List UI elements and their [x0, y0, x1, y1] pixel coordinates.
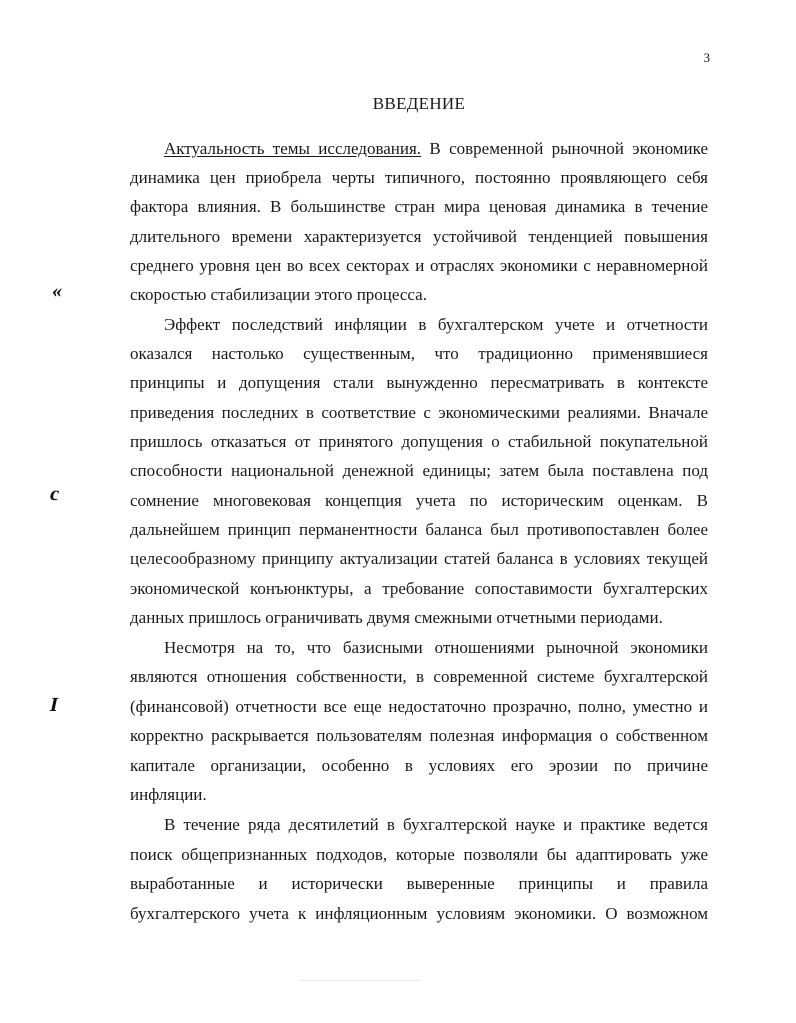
text-line: Несмотря на то, что базисными отношениями рыночной экономики — [164, 638, 708, 657]
text-line: сомнение многовековая концепция учета по историческим оценкам. В — [130, 491, 708, 510]
text-line: Эффект последствий инфляции в бухгалтерском учете и отчетности — [164, 315, 708, 334]
text-line: В течение ряда десятилетий в бухгалтерской науке и практике ведется — [164, 815, 708, 834]
text-line: являются отношения собственности, в современной системе бухгалтерской — [130, 667, 708, 686]
topic-relevance-label: Актуальность темы исследования. — [164, 139, 422, 158]
text-line: экономической конъюнктуры, а требование сопоставимости бухгалтерских — [130, 579, 708, 598]
margin-scan-mark: I — [47, 694, 61, 716]
text-line — [130, 139, 708, 159]
text-line: фактора влияния. В большинстве стран мира ценовая динамика в течение — [130, 197, 708, 216]
text-line: капитале организации, особенно в условиях его эрозии по причине — [130, 756, 708, 775]
text-line: данных пришлось ограничивать двумя смежными отчетными периодами. — [130, 608, 663, 627]
margin-scan-mark: « — [49, 280, 65, 302]
text-line: корректно раскрывается пользователям полезная информация о собственном — [130, 726, 708, 745]
text-line: динамика цен приобрела черты типичного, постоянно проявляющего себя — [130, 168, 708, 187]
text-line: пришлось отказаться от принятого допущения о стабильной покупательной — [130, 432, 708, 451]
text-line: выработанные и исторически выверенные принципы и правила — [130, 874, 708, 893]
text-line: целесообразному принципу актуализации статей баланса в условиях текущей — [130, 549, 708, 568]
scan-divider — [300, 980, 420, 981]
text-line: инфляции. — [130, 785, 207, 804]
text-line: среднего уровня цен во всех секторах и отраслях экономики с неравномерной — [130, 256, 708, 275]
text-line: скоростью стабилизации этого процесса. — [130, 285, 427, 304]
text-line: поиск общепризнанных подходов, которые позволяли бы адаптировать уже — [130, 845, 708, 864]
margin-scan-mark: с — [47, 483, 62, 505]
text-line: приведения последних в соответствие с экономическими реалиями. Вначале — [130, 403, 708, 422]
page-number: 3 — [703, 50, 710, 65]
text-line: дальнейшем принцип перманентности баланса был противопоставлен более — [130, 520, 708, 539]
text-line: бухгалтерского учета к инфляционным условиям экономики. О возможном — [130, 904, 708, 923]
text-line: способности национальной денежной единицы; затем была поставлена под — [130, 461, 708, 480]
text-line: принципы и допущения стали вынужденно пересматривать в контексте — [130, 373, 708, 392]
text-line: (финансовой) отчетности все еще недостаточно прозрачно, полно, уместно и — [130, 697, 708, 716]
text-fragment: В современной рыночной экономике — [421, 139, 708, 158]
section-heading: ВВЕДЕНИЕ — [372, 94, 466, 113]
text-line: длительного времени характеризуется устойчивой тенденцией повышения — [130, 227, 708, 246]
text-line: оказался настолько существенным, что традиционно применявшиеся — [130, 344, 708, 363]
